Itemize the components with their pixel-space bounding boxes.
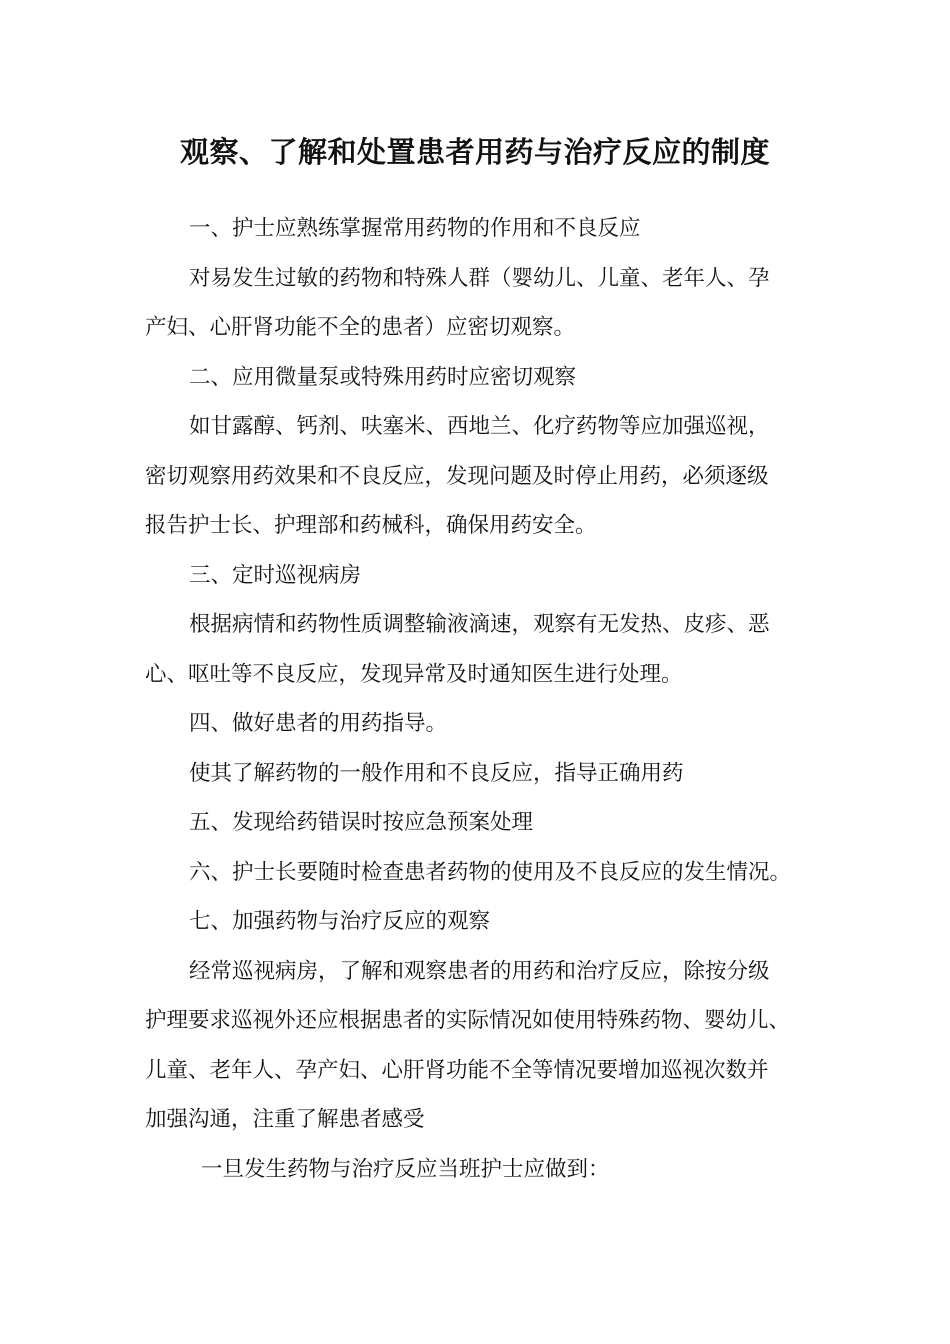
paragraph-11	[145, 897, 825, 947]
paragraph-3	[145, 353, 825, 403]
text-line: 心、呕吐等不良反应，发现异常及时通知医生进行处理。	[145, 661, 683, 687]
text-line: 三、定时巡视病房	[189, 562, 362, 588]
paragraph-8	[145, 749, 825, 799]
text-line: 二、应用微量泵或特殊用药时应密切观察	[189, 364, 577, 390]
paragraph-4	[145, 402, 825, 551]
text-line: 产妇、心肝肾功能不全的患者）应密切观察。	[145, 315, 576, 340]
document-title: 观察、了解和处置患者用药与治疗反应的制度	[179, 135, 770, 169]
text-line: 一旦发生药物与治疗反应当班护士应做到：	[201, 1156, 610, 1182]
paragraph-12	[145, 947, 825, 1145]
text-line: 密切观察用药效果和不良反应，发现问题及时停止用药，必须逐级	[145, 463, 769, 489]
text-line: 经常巡视病房，了解和观察患者的用药和治疗反应，除按分级	[189, 958, 770, 984]
paragraph-5	[145, 551, 825, 601]
text-line: 一、护士应熟练掌握常用药物的作用和不良反应	[189, 216, 641, 241]
paragraph-10	[145, 848, 825, 898]
document-body	[145, 204, 825, 1194]
text-line: 如甘露醇、钙剂、呋塞米、西地兰、化疗药物等应加强巡视，	[189, 414, 770, 439]
paragraph-6	[145, 600, 825, 699]
paragraph-7	[145, 699, 825, 749]
text-line: 六、护士长要随时检查患者药物的使用及不良反应的发生情况。	[189, 859, 792, 885]
text-line: 加强沟通，注重了解患者感受	[145, 1107, 425, 1132]
text-line: 对易发生过敏的药物和特殊人群（婴幼儿、儿童、老年人、孕	[189, 265, 770, 291]
text-line: 儿童、老年人、孕产妇、心肝肾功能不全等情况要增加巡视次数并	[145, 1057, 769, 1083]
text-line: 护理要求巡视外还应根据患者的实际情况如使用特殊药物、婴幼儿、	[145, 1008, 791, 1033]
text-line: 报告护士长、护理部和药械科，确保用药安全。	[145, 513, 597, 538]
paragraph-13	[145, 1145, 825, 1195]
paragraph-2	[145, 254, 825, 353]
text-line: 五、发现给药错误时按应急预案处理	[189, 810, 534, 835]
text-line: 七、加强药物与治疗反应的观察	[189, 909, 491, 934]
paragraph-1	[145, 204, 825, 254]
text-line: 四、做好患者的用药指导。	[189, 711, 448, 736]
paragraph-9	[145, 798, 825, 848]
text-line: 根据病情和药物性质调整输液滴速，观察有无发热、皮疹、恶	[189, 612, 770, 637]
text-line: 使其了解药物的一般作用和不良反应，指导正确用药	[189, 760, 684, 786]
